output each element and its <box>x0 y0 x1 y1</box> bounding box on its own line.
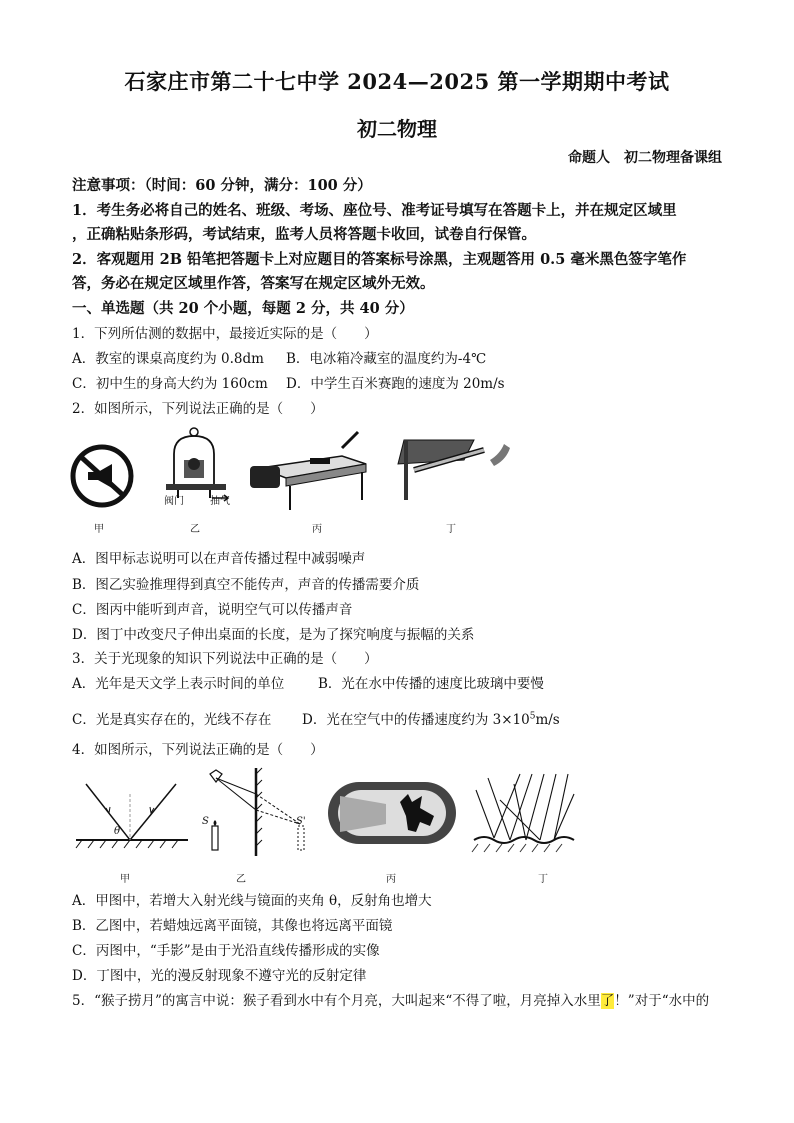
notice-item2-line1: 2．客观题用 2B 铅笔把答题卡上对应题目的答案标号涂黑，主观题答用 0.5 毫米黑色签字笔作 <box>72 251 687 268</box>
q4-stem: 4．如图所示，下列说法正确的是（ ） <box>72 742 324 758</box>
q2-stem: 2．如图所示，下列说法正确的是（ ） <box>72 401 324 417</box>
valve-label: 阀门 <box>164 496 184 507</box>
exam-title: 石家庄市第二十七中学 2024—2025 第一学期期中考试 <box>124 69 670 94</box>
q4-option-c: C．丙图中，“手影”是由于光沿直线传播形成的实像 <box>72 943 380 959</box>
q2-option-c: C．图丙中能听到声音，说明空气可以传播声音 <box>72 602 353 618</box>
q3-option-a: A．光年是天文学上表示时间的单位 <box>72 676 285 692</box>
author-label: 命题人 <box>568 150 610 166</box>
diffuse-reflection-figure <box>470 770 580 856</box>
notice-item1-line2: ，正确粘贴条形码，考试结束，监考人员将答题卡收回，试卷自行保管。 <box>72 226 536 243</box>
q1-option-c: C．初中生的身高大约为 160cm <box>72 376 268 392</box>
ruler-desk-figure <box>394 430 524 510</box>
fig4-label-jia: 甲 <box>120 874 130 885</box>
plane-mirror-candles-figure <box>200 764 320 858</box>
fig4-label-yi: 乙 <box>236 874 246 885</box>
q3-stem: 3．关于光现象的知识下列说法中正确的是（ ） <box>72 651 378 667</box>
q5-highlighted-char: 了 <box>600 993 615 1009</box>
q1-option-a: A．教室的课桌高度约为 0.8dm <box>72 351 264 367</box>
exam-subtitle: 初二物理 <box>357 117 437 141</box>
author-line <box>568 147 722 167</box>
fig4-label-ding: 丁 <box>538 874 548 885</box>
notice-item1-line1: 1．考生务必将自己的姓名、班级、考场、座位号、准考证号填写在答题卡上，并在规定区域里 <box>72 202 677 219</box>
hand-shadow-figure <box>326 778 458 848</box>
q5-stem-end: ！”对于“水中的 <box>614 993 710 1009</box>
q3-option-b: B．光在水中传播的速度比玻璃中要慢 <box>318 676 544 692</box>
q1-stem: 1．下列所估测的数据中，最接近实际的是（ ） <box>72 326 378 342</box>
section1-heading: 一、单选题（共 20 个小题，每题 2 分，共 40 分） <box>72 300 414 317</box>
s-prime-label: S' <box>296 816 306 827</box>
q4-option-b: B．乙图中，若蜡烛远离平面镜，其像也将远离平面镜 <box>72 918 393 934</box>
author-value: 初二物理备课组 <box>624 150 722 166</box>
q4-option-d: D．丁图中，光的漫反射现象不遵守光的反射定律 <box>72 968 367 984</box>
notice-item2-line2: 答，务必在规定区域里作答，答案写在规定区域外无效。 <box>72 275 435 292</box>
mirror-reflection-figure <box>72 774 192 856</box>
q3-option-d-unit: m/s <box>535 712 560 728</box>
fig2-label-bing: 丙 <box>312 524 322 535</box>
pump-label: 抽气 <box>210 496 230 507</box>
q3-option-d <box>302 708 560 728</box>
fig2-label-yi: 乙 <box>190 524 200 535</box>
q2-option-a: A．图甲标志说明可以在声音传播过程中减弱噪声 <box>72 551 366 567</box>
q3-option-c: C．光是真实存在的，光线不存在 <box>72 712 272 728</box>
q4-option-a: A．甲图中，若增大入射光线与镜面的夹角 θ，反射角也增大 <box>72 893 432 909</box>
q2-option-d: D．图丁中改变尺子伸出桌面的长度，是为了探究响度与振幅的关系 <box>72 627 475 643</box>
q3-option-d-text: D．光在空气中的传播速度约为 3×10 <box>302 712 530 728</box>
fig2-label-jia: 甲 <box>94 524 104 535</box>
theta-label: θ <box>114 826 121 837</box>
fig4-label-bing: 丙 <box>386 874 396 885</box>
notice-label: 注意事项：（时间：60 分钟，满分：100 分） <box>72 177 372 194</box>
q2-figure-row <box>60 424 580 534</box>
desk-sound-figure <box>246 428 376 512</box>
fig2-label-ding: 丁 <box>446 524 456 535</box>
q1-option-b: B．电冰箱冷藏室的温度约为-4℃ <box>286 351 487 367</box>
q5-stem-start: 5．“猴子捞月”的寓言中说：猴子看到水中有个月亮，大叫起来“不得了啦，月亮掉入水里 <box>72 993 601 1009</box>
q5-stem <box>72 989 709 1009</box>
q2-option-b: B．图乙实验推理得到真空不能传声，声音的传播需要介质 <box>72 577 420 593</box>
q1-option-d: D．中学生百米赛跑的速度为 20m/s <box>286 376 505 392</box>
no-horn-sign-figure <box>70 444 134 508</box>
q4-figure-row <box>60 764 580 884</box>
q3-option-d-exponent: 5 <box>529 711 536 722</box>
s-label: S <box>202 816 209 827</box>
